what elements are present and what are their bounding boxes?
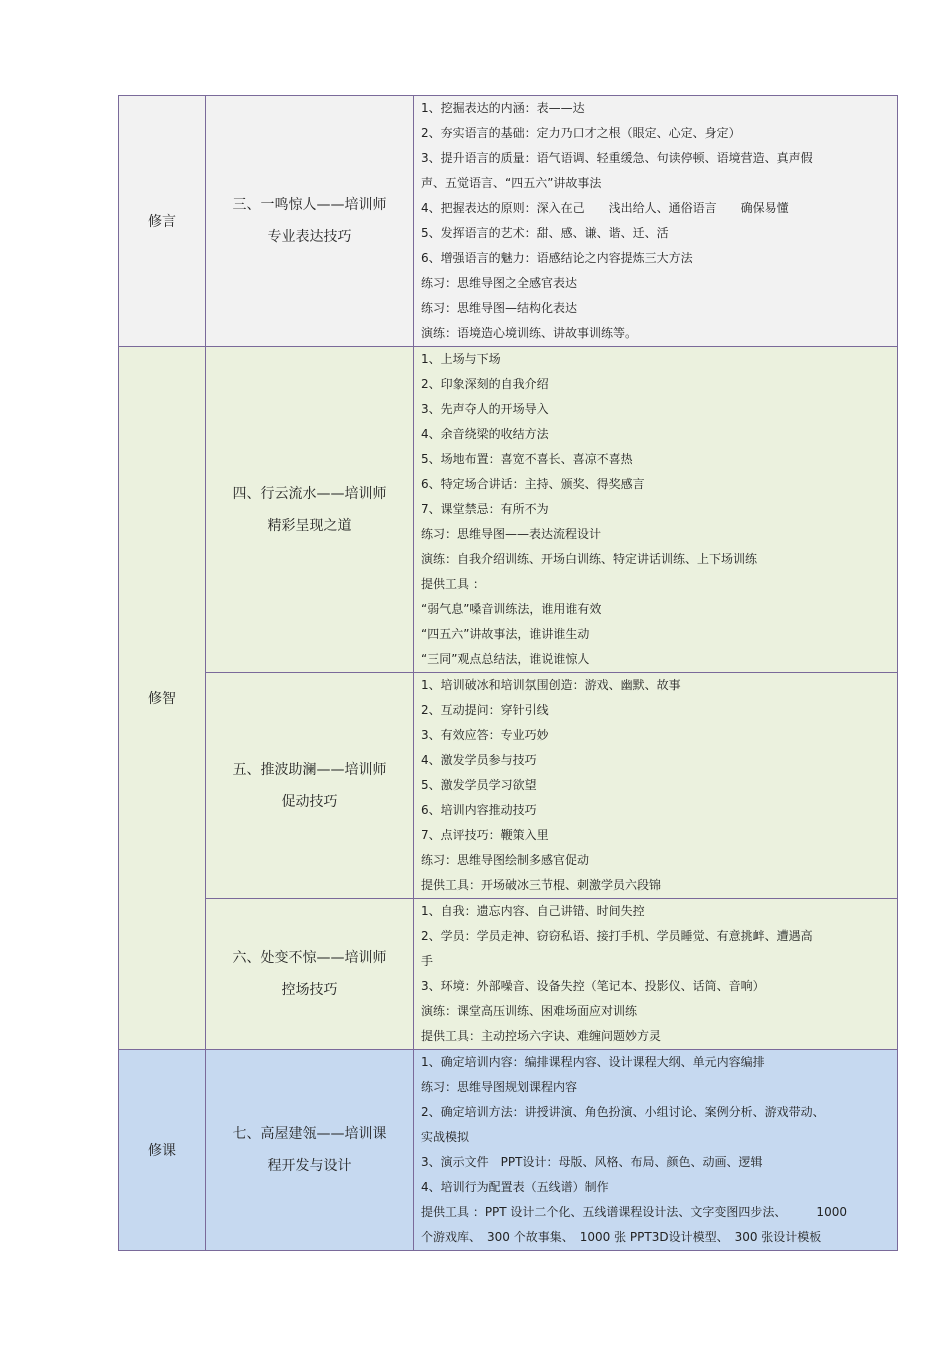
category-cell: 修智 [119,347,206,1050]
content-line: 2、确定培训方法：讲授讲演、角色扮演、小组讨论、案例分析、游戏带动、 [421,1105,825,1119]
module-row [119,1050,898,1251]
module-content-cell [414,347,898,673]
content-line: 3、环境：外部噪音、设备失控（笔记本、投影仪、话筒、音响） [421,979,765,993]
content-line: 7、课堂禁忌：有所不为 [421,502,549,516]
module-row [119,96,898,347]
module-title-line: 五、推波助澜——培训师 [232,761,387,778]
module-content-cell [414,899,898,1050]
module-row [119,673,898,899]
module-title-cell [206,1050,414,1251]
module-title-line: 六、处变不惊——培训师 [232,950,387,966]
content-line: 2、学员：学员走神、窃窃私语、接打手机、学员睡觉、有意挑衅、遭遇高 [421,929,813,943]
content-line: 3、提升语言的质量：语气语调、轻重缓急、句读停顿、语境营造、真声假 [421,151,813,165]
content-line: 5、发挥语言的艺术：甜、感、谦、谐、迁、活 [421,226,669,240]
content-line: 4、培训行为配置表（五线谱）制作 [421,1180,609,1194]
module-title-line: 专业表达技巧 [267,229,352,245]
module-title-line: 精彩呈现之道 [267,517,352,534]
module-title-line: 三、一鸣惊人——培训师 [232,197,387,213]
content-line: 手 [421,954,434,968]
content-line: 2、印象深刻的自我介绍 [421,377,549,391]
content-line: 4、余音绕梁的收结方法 [421,427,549,441]
module-title-cell [206,96,414,347]
module-title-line: 控场技巧 [281,982,338,998]
content-line: 6、特定场合讲话：主持、颁奖、得奖感言 [421,477,645,491]
content-line: 5、激发学员学习欲望 [421,778,537,792]
content-line: 1、确定培训内容：编排课程内容、设计课程大纲、单元内容编排 [421,1055,765,1069]
content-line: 1、培训破冰和培训氛围创造：游戏、幽默、故事 [421,678,681,692]
content-line: “三同”观点总结法，谁说谁惊人 [421,652,590,666]
category-cell: 修言 [119,96,206,347]
content-line: 演练：语境造心境训练、讲故事训练等。 [421,326,638,340]
content-line: 演练：自我介绍训练、开场白训练、特定讲话训练、上下场训练 [421,552,758,566]
content-line: 5、场地布置：喜宽不喜长、喜凉不喜热 [421,452,633,466]
module-title-line: 促动技巧 [281,793,338,810]
content-line: 3、演示文件 PPT设计：母版、风格、布局、颜色、动画、逻辑 [421,1155,763,1169]
content-line: 提供工具 ： [421,577,485,591]
content-line: 练习：思维导图之全感官表达 [421,276,578,290]
content-line: 4、把握表达的原则：深入在己 浅出给人、通俗语言 确保易懂 [421,201,789,215]
content-line: 2、互动提问：穿针引线 [421,703,549,717]
content-line: 提供工具：开场破冰三节棍、刺激学员六段锦 [421,878,662,892]
content-line: 练习：思维导图——表达流程设计 [421,527,602,541]
content-line: 6、培训内容推动技巧 [421,803,537,817]
module-row [119,899,898,1050]
content-line: 提供工具 ：PPT 设计二个化、五线谱课程设计法、文字变图四步法、 1000 [421,1205,847,1219]
content-line: 实战模拟 [421,1130,470,1144]
content-line: 练习：思维导图—结构化表达 [421,301,578,315]
module-content-cell [414,96,898,347]
module-title-line: 七、高屋建瓴——培训课 [232,1126,387,1142]
content-line: 声、五觉语言、“四五六”讲故事法 [421,176,602,190]
content-line: 1、挖掘表达的内涵：表——达 [421,101,585,115]
content-line: 2、夯实语言的基础：定力乃口才之根（眼定、心定、身定） [421,126,741,140]
content-line: 练习：思维导图绘制多感官促动 [421,853,590,867]
content-line: “弱气息”嗓音训练法，谁用谁有效 [421,602,602,616]
content-line: 7、点评技巧：鞭策入里 [421,828,549,842]
module-row [119,347,898,673]
module-title-line: 四、行云流水——培训师 [232,485,387,502]
module-title-cell [206,673,414,899]
content-line: 练习：思维导图规划课程内容 [421,1080,578,1094]
content-line: 4、激发学员参与技巧 [421,753,537,767]
category-cell: 修课 [119,1050,206,1251]
course-outline-table [118,95,898,1251]
module-content-cell [414,1050,898,1251]
module-title-cell [206,347,414,673]
content-line: 演练：课堂高压训练、困难场面应对训练 [421,1004,638,1018]
content-line: 3、有效应答：专业巧妙 [421,728,549,742]
content-line: 1、自我：遗忘内容、自己讲错、时间失控 [421,904,645,918]
module-title-line: 程开发与设计 [267,1158,352,1174]
module-content-cell [414,673,898,899]
content-line: 3、先声夺人的开场导入 [421,402,549,416]
content-line: “四五六”讲故事法，谁讲谁生动 [421,627,590,641]
content-line: 提供工具：主动控场六字诀、难缠问题妙方灵 [421,1029,662,1043]
content-line: 6、增强语言的魅力：语感结论之内容提炼三大方法 [421,251,693,265]
content-line: 个游戏库、 300 个故事集、 1000 张 PPT3D设计模型、 300 张设计模板 [421,1230,822,1244]
content-line: 1、上场与下场 [421,352,501,366]
module-title-cell [206,899,414,1050]
